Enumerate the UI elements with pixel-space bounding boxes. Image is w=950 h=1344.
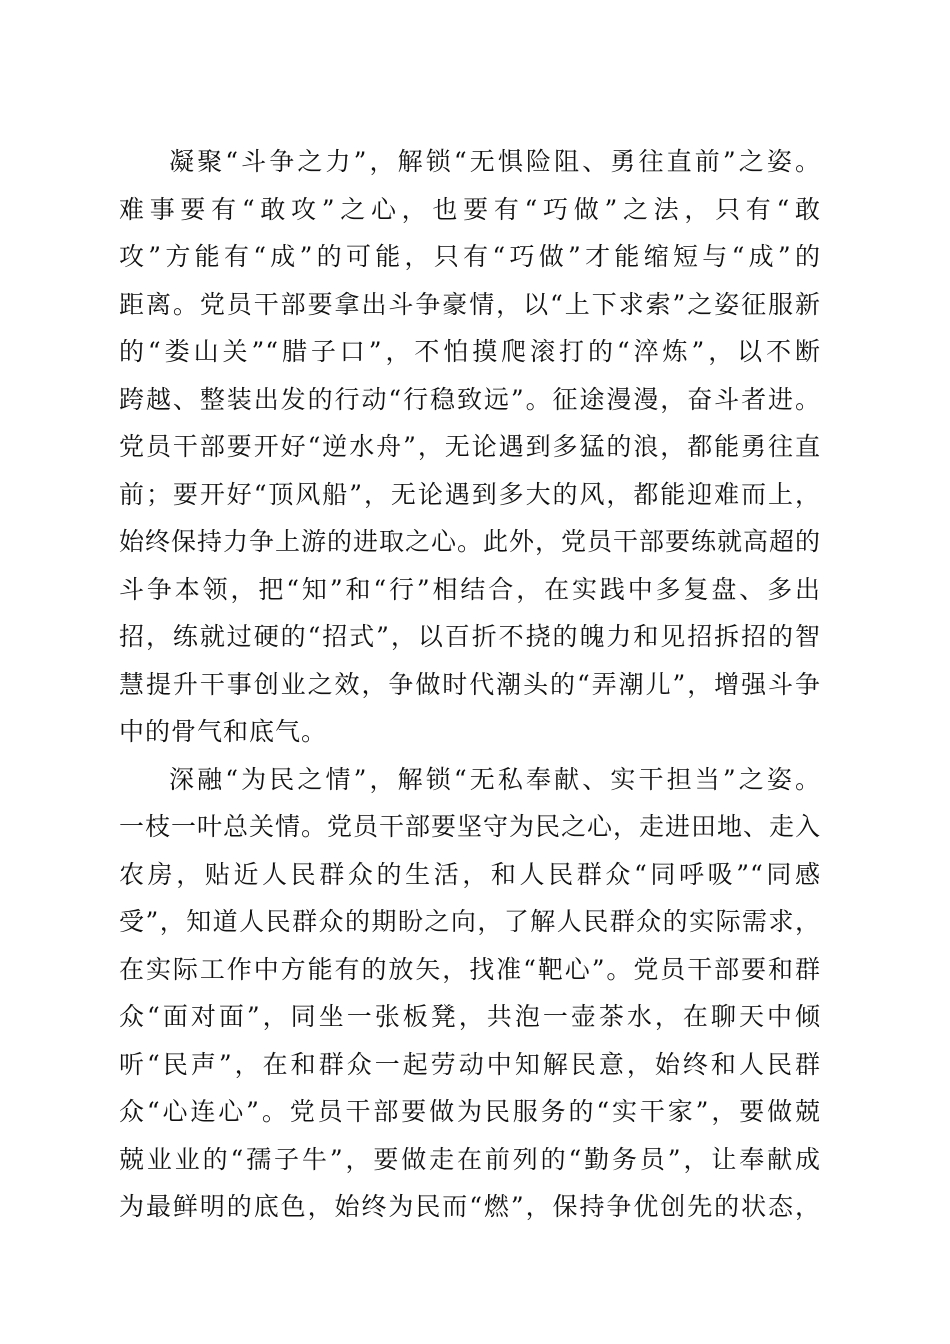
text-line: 众“面对面”，同坐一张板凳，共泡一壶茶水，在聊天中倾 bbox=[119, 1002, 821, 1031]
document-body bbox=[119, 138, 821, 1231]
text-line: 难事要有“敢攻”之心，也要有“巧做”之法，只有“敢 bbox=[119, 194, 821, 224]
text-line: 斗争本领，把“知”和“行”相结合，在实践中多复盘、多出 bbox=[119, 574, 821, 604]
text-line: 跨越、整装出发的行动“行稳致远”。征途漫漫，奋斗者进。 bbox=[119, 384, 821, 414]
text-line: 前；要开好“顶风船”，无论遇到多大的风，都能迎难而上， bbox=[119, 479, 821, 509]
text-line: 众“心连心”。党员干部要做为民服务的“实干家”，要做兢 bbox=[119, 1097, 821, 1126]
paragraph-struggle bbox=[119, 138, 821, 756]
text-line: 为最鲜明的底色，始终为民而“燃”，保持争优创先的状态， bbox=[119, 1192, 821, 1221]
text-line: 招，练就过硬的“招式”，以百折不挠的魄力和见招拆招的智 bbox=[119, 622, 821, 651]
text-line: 一枝一叶总关情。党员干部要坚守为民之心，走进田地、走入 bbox=[119, 812, 822, 841]
text-line: 中的骨气和底气。 bbox=[119, 717, 328, 746]
text-line: 始终保持力争上游的进取之心。此外，党员干部要练就高超的 bbox=[119, 527, 822, 556]
text-line: 兢业业的“孺子牛”，要做走在前列的“勤务员”，让奉献成 bbox=[119, 1144, 821, 1174]
paragraph-people bbox=[119, 756, 821, 1231]
text-line: 深融“为民之情”，解锁“无私奉献、实干担当”之姿。 bbox=[169, 764, 821, 794]
text-line: 听“民声”，在和群众一起劳动中知解民意，始终和人民群 bbox=[119, 1049, 821, 1079]
text-line: 受”，知道人民群众的期盼之向，了解人民群众的实际需求， bbox=[119, 907, 821, 936]
text-line: 距离。党员干部要拿出斗争豪情，以“上下求索”之姿征服新 bbox=[119, 289, 821, 319]
text-line: 党员干部要开好“逆水舟”，无论遇到多猛的浪，都能勇往直 bbox=[119, 432, 821, 461]
text-line: 攻”方能有“成”的可能，只有“巧做”才能缩短与“成”的 bbox=[119, 242, 821, 271]
text-line: 慧提升干事创业之效，争做时代潮头的“弄潮儿”，增强斗争 bbox=[119, 669, 821, 699]
text-line: 凝聚“斗争之力”，解锁“无惧险阻、勇往直前”之姿。 bbox=[169, 147, 821, 176]
text-line: 在实际工作中方能有的放矢，找准“靶心”。党员干部要和群 bbox=[119, 954, 821, 984]
text-line: 的“娄山关”“腊子口”，不怕摸爬滚打的“淬炼”，以不断 bbox=[119, 337, 821, 366]
text-line: 农房，贴近人民群众的生活，和人民群众“同呼吸”“同感 bbox=[119, 859, 821, 889]
